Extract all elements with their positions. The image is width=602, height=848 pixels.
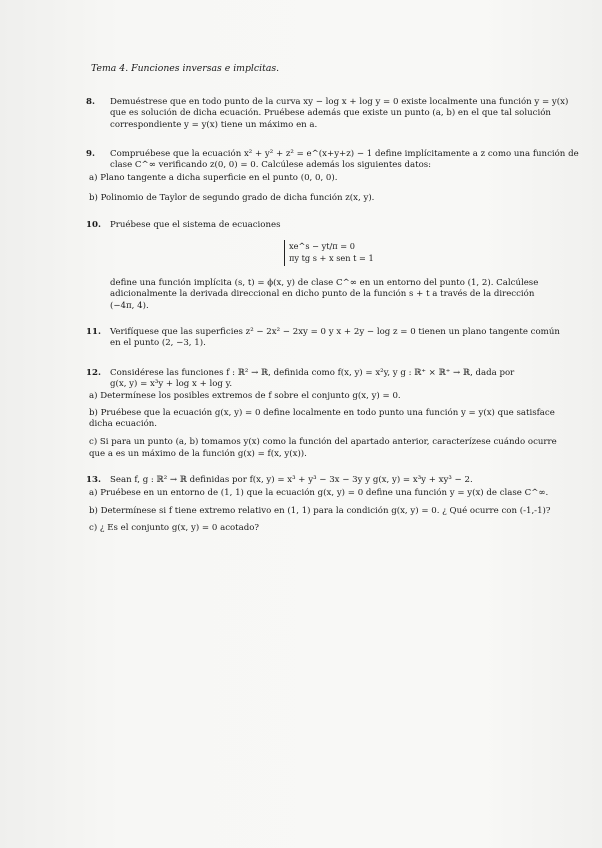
problem-11 xyxy=(86,327,560,350)
problem-13 xyxy=(86,475,473,486)
problem-text-line: g(x, y) = x³y + log x + log y. xyxy=(110,379,233,390)
problem-number: 12. xyxy=(86,368,101,378)
problem-text-line: Demuéstrese que en todo punto de la curva xy − log x + log y = 0 existe localmente una función y = y(x) xyxy=(110,97,569,107)
subitem-12c-cont: que a es un máximo de la función g(x) = f(x, y(x)). xyxy=(89,449,307,459)
subitem-13c: c) ¿ Es el conjunto g(x, y) = 0 acotado? xyxy=(89,523,260,533)
problem-intro: Pruébese que el sistema de ecuaciones xyxy=(110,220,281,230)
subitem-12a: a) Determínese los posibles extremos de f sobre el conjunto g(x, y) = 0. xyxy=(89,391,401,401)
system-equation: πy tg s + x sen t = 1 xyxy=(289,253,374,263)
subitem-9b: b) Polinomio de Taylor de segundo grado de dicha función z(x, y). xyxy=(89,193,375,203)
problem-8 xyxy=(86,97,569,131)
problem-text-line: clase C^∞ verificando z(0, 0) = 0. Calcúlese además los siguientes datos: xyxy=(110,160,432,171)
problem-text-line: que es solución de dicha ecuación. Pruébese además que existe un punto (a, b) en el que tal solución xyxy=(110,108,551,119)
subitem-13b: b) Determínese si f tiene extremo relativo en (1, 1) para la condición g(x, y) = 0. ¿ Qué ocurre con (-1,-1)? xyxy=(89,506,551,516)
problem-text-line: Verifíquese que las superficies z² − 2x² − 2xy = 0 y x + 2y − log z = 0 tienen un plano tangente común xyxy=(110,327,560,337)
subitem-13a: a) Pruébese en un entorno de (1, 1) que la ecuación g(x, y) = 0 define una función y = y(x) de clase C^∞. xyxy=(89,488,549,498)
problem-text-line: correspondiente y = y(x) tiene un máximo en a. xyxy=(110,119,318,130)
problem-10 xyxy=(86,220,281,231)
problem-number: 9. xyxy=(86,149,95,159)
problem-number: 8. xyxy=(86,97,95,107)
problem-number: 13. xyxy=(86,475,101,485)
problem-text-line: Sean f, g : ℝ² → ℝ definidas por f(x, y) = x³ + y³ − 3x − 3y y g(x, y) = x³y + xy³ − 2. xyxy=(110,475,473,485)
system-equation: xe^s − yt/π = 0 xyxy=(289,241,355,251)
problem-number: 11. xyxy=(86,327,101,337)
problem-10-body xyxy=(110,278,538,312)
problem-text-line: (−4π, 4). xyxy=(110,300,149,311)
problem-text-line: adicionalmente la derivada direccional en dicho punto de la función s + t a través de la dirección xyxy=(110,289,535,300)
page-header: Tema 4. Funciones inversas e implcitas. xyxy=(91,63,280,74)
equation-system xyxy=(284,240,374,266)
problem-9 xyxy=(86,149,579,172)
subitem-12b-cont: dicha ecuación. xyxy=(89,419,158,429)
problem-text-line: Compruébese que la ecuación x² + y² + z² = e^(x+y+z) − 1 define implícitamente a z como una función de xyxy=(110,149,579,159)
problem-text-line: en el punto (2, −3, 1). xyxy=(110,338,206,349)
problem-text-line: Considérese las funciones f : ℝ² → ℝ, definida como f(x, y) = x²y, y g : ℝ⁺ × ℝ⁺ → ℝ, dada por xyxy=(110,368,515,378)
problem-12 xyxy=(86,368,515,391)
subitem-12b: b) Pruébese que la ecuación g(x, y) = 0 define localmente en todo punto una función y = y(x) que satisface xyxy=(89,408,555,418)
subitem-12c: c) Si para un punto (a, b) tomamos y(x) como la función del apartado anterior, caracterízese cuándo ocurre xyxy=(89,437,557,447)
problem-text-line: define una función implícita (s, t) = ϕ(x, y) de clase C^∞ en un entorno del punto (1, 2). Calcúlese xyxy=(110,278,539,288)
problem-number: 10. xyxy=(86,220,101,230)
subitem-9a: a) Plano tangente a dicha superficie en el punto (0, 0, 0). xyxy=(89,173,338,183)
